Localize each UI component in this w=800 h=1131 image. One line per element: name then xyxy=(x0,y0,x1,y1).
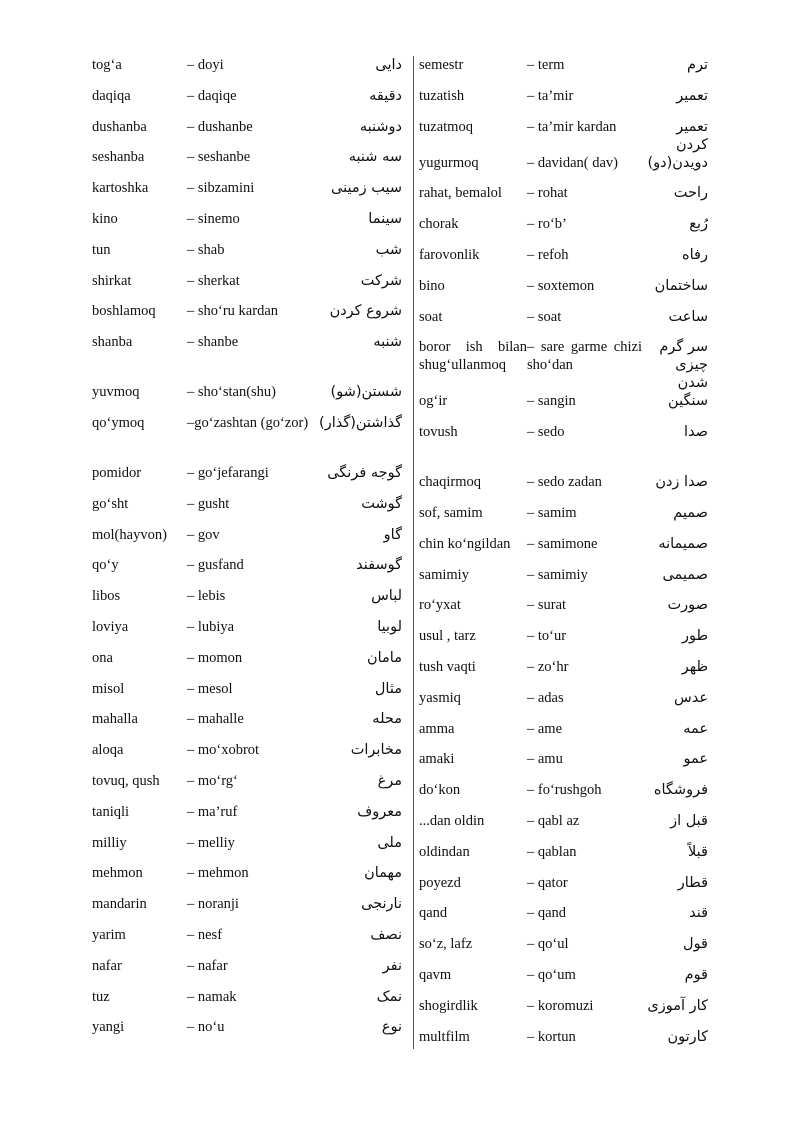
tajik-transliteration: – momon xyxy=(187,649,243,666)
vocab-row xyxy=(419,874,719,905)
uzbek-word: do‘kon xyxy=(419,782,461,799)
uzbek-word: mol(hayvon) xyxy=(92,526,167,543)
persian-word: مخابرات xyxy=(350,742,402,759)
uzbek-word: boshlamoq xyxy=(92,303,156,320)
vocabulary-column-left xyxy=(92,56,410,1049)
uzbek-word: yasmiq xyxy=(419,689,461,706)
tajik-transliteration: – no‘u xyxy=(187,1019,225,1036)
persian-word: معروف xyxy=(357,803,402,820)
tajik-transliteration: – gov xyxy=(187,526,220,543)
tajik-transliteration: – seshanbe xyxy=(187,149,251,166)
persian-word: کارتون xyxy=(667,1028,708,1045)
vocab-row xyxy=(92,772,410,803)
vocab-row xyxy=(419,423,719,473)
persian-word: قند xyxy=(689,905,708,922)
tajik-transliteration: – qand xyxy=(527,905,567,922)
vocab-row xyxy=(419,997,719,1028)
vocab-row xyxy=(92,957,410,988)
uzbek-word: poyezd xyxy=(419,874,461,891)
persian-word: قول xyxy=(683,936,708,953)
persian-word: طور xyxy=(681,628,708,645)
tajik-transliteration: – kortun xyxy=(527,1028,576,1045)
vocab-row xyxy=(92,895,410,926)
uzbek-word: qo‘y xyxy=(92,557,119,574)
vocab-row xyxy=(419,392,719,423)
tajik-transliteration: – mo‘rg‘ xyxy=(187,772,238,789)
vocab-row xyxy=(92,464,410,495)
persian-word: شروع کردن xyxy=(329,303,402,320)
vocab-row xyxy=(419,87,719,118)
vocab-row xyxy=(92,710,410,741)
tajik-transliteration: – shab xyxy=(187,241,225,258)
vocab-row xyxy=(419,246,719,277)
uzbek-word: mahalla xyxy=(92,711,138,728)
vocab-row xyxy=(92,383,410,414)
persian-word: عمه xyxy=(683,720,708,737)
persian-word: صمیم xyxy=(673,504,708,521)
vocab-row xyxy=(92,988,410,1019)
tajik-transliteration: – go‘jefarangi xyxy=(187,464,269,481)
vocab-row xyxy=(419,154,719,185)
uzbek-word: qo‘ymoq xyxy=(92,414,145,431)
tajik-transliteration: – soat xyxy=(527,308,562,325)
persian-word: محله xyxy=(372,711,402,728)
vocab-row xyxy=(419,118,719,154)
vocab-row xyxy=(419,56,719,87)
persian-word: نوع xyxy=(381,1019,402,1036)
vocab-row xyxy=(92,414,410,464)
uzbek-word: milliy xyxy=(92,834,127,851)
tajik-transliteration: – zo‘hr xyxy=(527,658,569,675)
uzbek-word: shogirdlik xyxy=(419,997,478,1014)
persian-word: قبل از xyxy=(670,812,708,829)
tajik-transliteration: – mo‘xobrot xyxy=(187,742,260,759)
persian-word: گوسفند xyxy=(356,557,402,574)
persian-word: شستن(شو) xyxy=(330,384,402,401)
uzbek-word: tuzatish xyxy=(419,87,465,104)
tajik-transliteration: – to‘ur xyxy=(527,628,567,645)
persian-word: ترم xyxy=(686,57,708,73)
tajik-transliteration: – sare garme chizi sho‘dan xyxy=(527,339,642,374)
vocab-row xyxy=(419,627,719,658)
vocab-row xyxy=(419,750,719,781)
uzbek-word: libos xyxy=(92,588,121,605)
persian-word: مامان xyxy=(366,649,402,666)
uzbek-word: misol xyxy=(92,680,125,697)
tajik-transliteration: – mahalle xyxy=(187,711,244,728)
persian-word: کار آموزی xyxy=(647,997,708,1014)
persian-word: مهمان xyxy=(364,865,402,882)
uzbek-word: mehmon xyxy=(92,865,143,882)
persian-word: صورت xyxy=(667,597,708,614)
uzbek-word: pomidor xyxy=(92,464,142,481)
uzbek-word: tun xyxy=(92,241,111,258)
tajik-transliteration: – noranji xyxy=(187,896,239,913)
uzbek-word: amaki xyxy=(419,751,455,768)
persian-word: گذاشتن(گذار) xyxy=(319,414,402,431)
persian-word: صمیمی xyxy=(662,566,708,583)
persian-word: رُبع xyxy=(689,216,708,233)
tajik-transliteration: – ro‘b’ xyxy=(527,216,567,233)
vocab-row xyxy=(92,1018,410,1049)
tajik-transliteration: – gusfand xyxy=(187,557,244,574)
tajik-transliteration: – shanbe xyxy=(187,334,239,351)
persian-word: مثال xyxy=(374,680,402,697)
vocab-row xyxy=(92,680,410,711)
vocab-row xyxy=(92,618,410,649)
persian-word: فروشگاه xyxy=(653,782,708,799)
vocab-row xyxy=(419,935,719,966)
persian-word: قطار xyxy=(677,874,708,891)
uzbek-word: bino xyxy=(419,277,445,294)
uzbek-word: sof, samim xyxy=(419,504,483,521)
uzbek-word: multfilm xyxy=(419,1028,470,1045)
uzbek-word: chaqirmoq xyxy=(419,474,482,491)
vocab-row xyxy=(92,864,410,895)
persian-word: ساختمان xyxy=(654,277,708,294)
tajik-transliteration: – davidan( dav) xyxy=(527,154,618,171)
tajik-transliteration: – qo‘um xyxy=(527,966,576,983)
uzbek-word: yangi xyxy=(92,1019,125,1036)
vocab-row xyxy=(419,812,719,843)
uzbek-word: chin ko‘ngildan xyxy=(419,535,511,552)
uzbek-word: ...dan oldin xyxy=(419,812,485,829)
tajik-transliteration: – sho‘ru kardan xyxy=(187,303,279,320)
persian-word: شنبه xyxy=(373,334,402,351)
vocab-row xyxy=(419,966,719,997)
uzbek-word: semestr xyxy=(419,57,464,73)
vocabulary-column-right xyxy=(419,56,719,1058)
tajik-transliteration: – doyi xyxy=(187,57,224,73)
persian-word: مرغ xyxy=(377,772,402,789)
vocab-row xyxy=(419,720,719,751)
tajik-transliteration: – sherkat xyxy=(187,272,240,289)
vocab-row xyxy=(419,1028,719,1059)
vocab-row xyxy=(419,843,719,874)
tajik-transliteration: – ame xyxy=(527,720,563,737)
uzbek-word: qand xyxy=(419,905,448,922)
uzbek-word: shanba xyxy=(92,334,133,351)
persian-word: گاو xyxy=(383,526,402,543)
uzbek-word: tovuq, qush xyxy=(92,772,160,789)
tajik-transliteration: – ta’mir kardan xyxy=(527,118,617,135)
vocab-row xyxy=(92,587,410,618)
vocab-row xyxy=(92,210,410,241)
persian-word: عمو xyxy=(683,751,708,768)
persian-word: ساعت xyxy=(668,308,708,325)
persian-word: قوم xyxy=(684,966,708,983)
tajik-transliteration: – daqiqe xyxy=(187,87,237,104)
uzbek-word: boror ish bilan shug‘ullanmoq xyxy=(419,339,527,374)
tajik-transliteration: – fo‘rushgoh xyxy=(527,782,602,799)
vocab-row xyxy=(92,556,410,587)
vocab-row xyxy=(419,781,719,812)
persian-word: صدا xyxy=(684,424,708,441)
tajik-transliteration: – namak xyxy=(187,988,237,1005)
persian-word: رفاه xyxy=(682,246,708,263)
uzbek-word: tuzatmoq xyxy=(419,118,473,135)
persian-word: ملی xyxy=(377,834,402,851)
persian-word: قبلاً xyxy=(688,843,708,860)
tajik-transliteration: – soxtemon xyxy=(527,277,595,294)
persian-word: شب xyxy=(375,241,402,258)
persian-word: نفر xyxy=(382,957,402,974)
uzbek-word: nafar xyxy=(92,957,122,974)
uzbek-word: kartoshka xyxy=(92,180,149,197)
persian-word: تعمیر کردن xyxy=(675,118,708,153)
uzbek-word: daqiqa xyxy=(92,87,131,104)
vocab-row xyxy=(92,926,410,957)
column-divider xyxy=(413,56,414,1049)
tajik-transliteration: – nafar xyxy=(187,957,228,974)
tajik-transliteration: – surat xyxy=(527,597,567,614)
uzbek-word: loviya xyxy=(92,618,129,635)
persian-word: لباس xyxy=(371,588,402,605)
uzbek-word: og‘ir xyxy=(419,393,448,410)
vocab-row xyxy=(419,596,719,627)
uzbek-word: tog‘a xyxy=(92,57,122,73)
uzbek-word: mandarin xyxy=(92,896,147,913)
tajik-transliteration: – rohat xyxy=(527,185,568,202)
uzbek-word: ro‘yxat xyxy=(419,597,461,614)
persian-word: سیب زمینی xyxy=(331,180,402,197)
vocab-row xyxy=(419,566,719,597)
tajik-transliteration: – gusht xyxy=(187,495,230,512)
uzbek-word: rahat, bemalol xyxy=(419,185,502,202)
uzbek-word: aloqa xyxy=(92,742,124,759)
vocab-row xyxy=(92,741,410,772)
vocab-row xyxy=(92,526,410,557)
vocab-row xyxy=(92,803,410,834)
uzbek-word: ona xyxy=(92,649,113,666)
uzbek-word: tush vaqti xyxy=(419,658,476,675)
uzbek-word: yarim xyxy=(92,926,126,943)
persian-word: دقیقه xyxy=(369,87,402,104)
vocab-row xyxy=(92,179,410,210)
tajik-transliteration: – term xyxy=(527,57,565,73)
uzbek-word: go‘sht xyxy=(92,495,129,512)
tajik-transliteration: – sibzamini xyxy=(187,180,255,197)
uzbek-word: kino xyxy=(92,210,118,227)
tajik-transliteration: – sinemo xyxy=(187,210,240,227)
persian-word: نمک xyxy=(376,988,402,1005)
vocab-row xyxy=(419,504,719,535)
tajik-transliteration: – melliy xyxy=(187,834,235,851)
vocab-row xyxy=(92,302,410,333)
persian-word: شرکت xyxy=(360,272,402,289)
vocab-row xyxy=(92,87,410,118)
tajik-transliteration: – nesf xyxy=(187,926,223,943)
persian-word: صمیمانه xyxy=(658,535,708,552)
tajik-transliteration: – samim xyxy=(527,504,577,521)
tajik-transliteration: – koromuzi xyxy=(527,997,594,1014)
tajik-transliteration: – refoh xyxy=(527,246,569,263)
persian-word: نصف xyxy=(370,926,402,943)
uzbek-word: yuvmoq xyxy=(92,384,140,401)
tajik-transliteration: – sedo zadan xyxy=(527,474,602,491)
tajik-transliteration: – qo‘ul xyxy=(527,936,569,953)
vocab-row xyxy=(92,241,410,272)
persian-word: صدا زدن xyxy=(655,474,708,491)
persian-word: راحت xyxy=(673,185,708,202)
uzbek-word: so‘z, lafz xyxy=(419,936,473,953)
tajik-transliteration: – amu xyxy=(527,751,563,768)
vocab-row xyxy=(419,535,719,566)
persian-word: دویدن(دو) xyxy=(647,154,708,171)
tajik-transliteration: – samimiy xyxy=(527,566,588,583)
persian-word: عدس xyxy=(674,689,708,706)
tajik-transliteration: – mesol xyxy=(187,680,233,697)
persian-word: تعمیر xyxy=(676,87,708,104)
uzbek-word: seshanba xyxy=(92,149,145,166)
persian-word: سر گرم چیزی شدن xyxy=(659,339,708,392)
uzbek-word: usul , tarz xyxy=(419,628,476,645)
uzbek-word: amma xyxy=(419,720,455,737)
vocab-row xyxy=(92,333,410,383)
tajik-transliteration: – ta’mir xyxy=(527,87,574,104)
persian-word: دوشنبه xyxy=(359,118,402,135)
uzbek-word: tuz xyxy=(92,988,110,1005)
persian-word: سنگین xyxy=(668,393,708,410)
uzbek-word: tovush xyxy=(419,424,458,441)
uzbek-word: soat xyxy=(419,308,443,325)
vocab-row xyxy=(419,689,719,720)
persian-word: دایی xyxy=(375,57,402,73)
vocab-row xyxy=(419,215,719,246)
vocab-row xyxy=(92,118,410,149)
tajik-transliteration: – sho‘stan(shu) xyxy=(187,384,277,401)
vocab-row xyxy=(419,338,719,392)
uzbek-word: qavm xyxy=(419,966,452,983)
tajik-transliteration: – lubiya xyxy=(187,618,235,635)
uzbek-word: taniqli xyxy=(92,803,130,820)
uzbek-word: dushanba xyxy=(92,118,147,135)
tajik-transliteration: – sedo xyxy=(527,424,565,441)
persian-word: گوجه فرنگی xyxy=(327,464,402,481)
tajik-transliteration: – qablan xyxy=(527,843,577,860)
persian-word: سه شنبه xyxy=(348,149,402,166)
vocab-row xyxy=(419,277,719,308)
vocab-row xyxy=(419,184,719,215)
vocab-row xyxy=(419,473,719,504)
tajik-transliteration: – adas xyxy=(527,689,564,706)
uzbek-word: oldindan xyxy=(419,843,470,860)
uzbek-word: chorak xyxy=(419,216,459,233)
vocab-row xyxy=(419,308,719,339)
vocab-row xyxy=(419,658,719,689)
vocab-row xyxy=(419,904,719,935)
persian-word: لوبیا xyxy=(377,618,402,635)
tajik-transliteration: –go‘zashtan (go‘zor) xyxy=(187,414,309,431)
vocab-row xyxy=(92,56,410,87)
tajik-transliteration: – lebis xyxy=(187,588,226,605)
persian-word: نارنجی xyxy=(361,896,402,913)
tajik-transliteration: – qabl az xyxy=(527,812,580,829)
tajik-transliteration: – qator xyxy=(527,874,568,891)
vocab-row xyxy=(92,148,410,179)
persian-word: سینما xyxy=(368,210,402,227)
persian-word: ظهر xyxy=(681,658,708,675)
vocab-row xyxy=(92,649,410,680)
tajik-transliteration: – ma’ruf xyxy=(187,803,238,820)
vocab-row xyxy=(92,272,410,303)
persian-word: گوشت xyxy=(361,495,402,512)
tajik-transliteration: – dushanbe xyxy=(187,118,253,135)
vocab-row xyxy=(92,834,410,865)
vocab-row xyxy=(92,495,410,526)
uzbek-word: farovonlik xyxy=(419,246,480,263)
tajik-transliteration: – samimone xyxy=(527,535,598,552)
uzbek-word: yugurmoq xyxy=(419,154,479,171)
tajik-transliteration: – mehmon xyxy=(187,865,249,882)
uzbek-word: shirkat xyxy=(92,272,132,289)
tajik-transliteration: – sangin xyxy=(527,393,576,410)
uzbek-word: samimiy xyxy=(419,566,469,583)
